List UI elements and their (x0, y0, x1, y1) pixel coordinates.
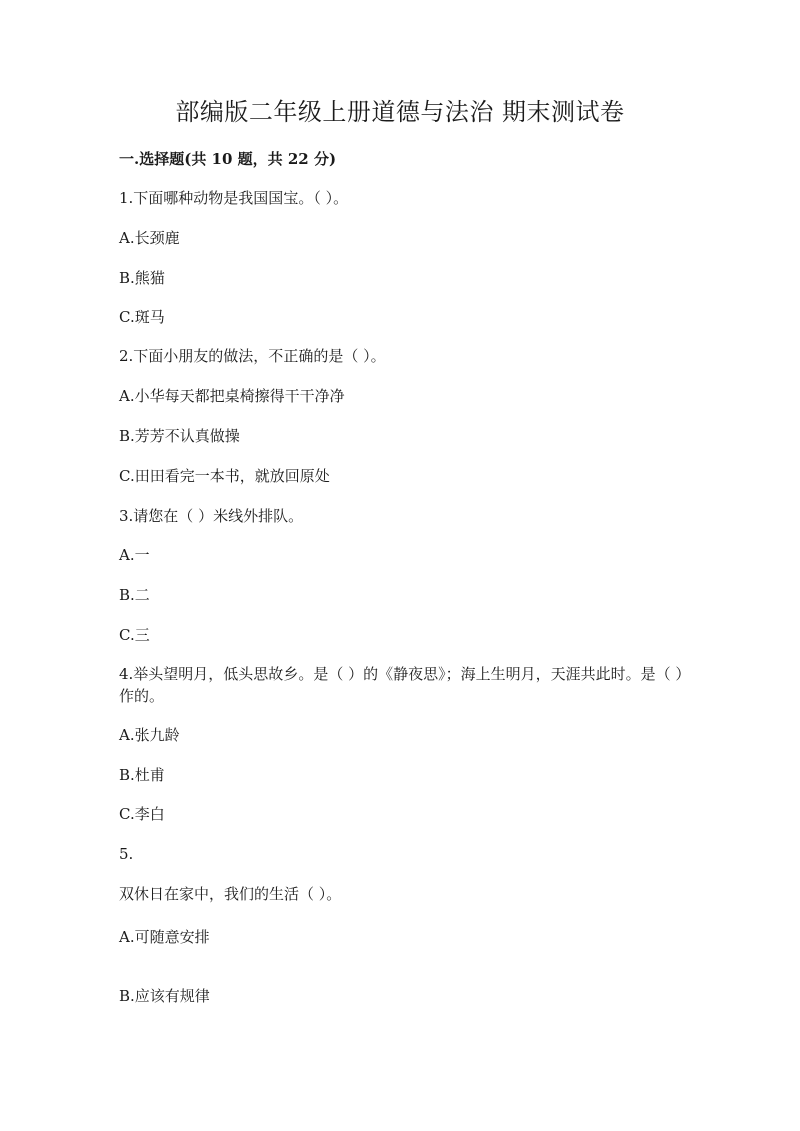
question-3-stem: 3.请您在（ ）米线外排队。 (119, 507, 304, 525)
question-1-option-a: A.长颈鹿 (119, 229, 180, 247)
question-4-option-c: C.李白 (119, 805, 165, 823)
question-3-option-c: C.三 (119, 626, 150, 644)
page-title: 部编版二年级上册道德与法治 期末测试卷 (175, 98, 625, 126)
question-1-stem: 1.下面哪种动物是我国国宝。（ ）。 (119, 189, 349, 207)
question-2-option-c: C.田田看完一本书，就放回原处 (119, 467, 330, 485)
question-5-stem: 双休日在家中，我们的生活（ ）。 (119, 885, 342, 903)
question-3-option-a: A.一 (119, 546, 150, 564)
question-2-option-a: A.小华每天都把桌椅擦得干干净净 (119, 387, 345, 405)
question-4-stem: 4.举头望明月，低头思故乡。是（ ）的《静夜思》；海上生明月，天涯共此时。是（ ）作的。 (119, 665, 683, 705)
question-5-number: 5. (119, 845, 134, 863)
question-2-stem: 2.下面小朋友的做法，不正确的是（ ）。 (119, 347, 386, 365)
question-2-option-b: B.芳芳不认真做操 (119, 427, 240, 445)
question-4-option-a: A.张九龄 (119, 726, 180, 744)
question-4-option-b: B.杜甫 (119, 766, 165, 784)
question-3-option-b: B.二 (119, 586, 150, 604)
question-1-option-c: C.斑马 (119, 308, 165, 326)
section-heading: 一.选择题(共 10 题，共 22 分) (119, 150, 337, 168)
question-5-option-a: A.可随意安排 (119, 928, 210, 946)
question-1-option-b: B.熊猫 (119, 269, 165, 287)
question-5-option-b: B.应该有规律 (119, 987, 210, 1005)
